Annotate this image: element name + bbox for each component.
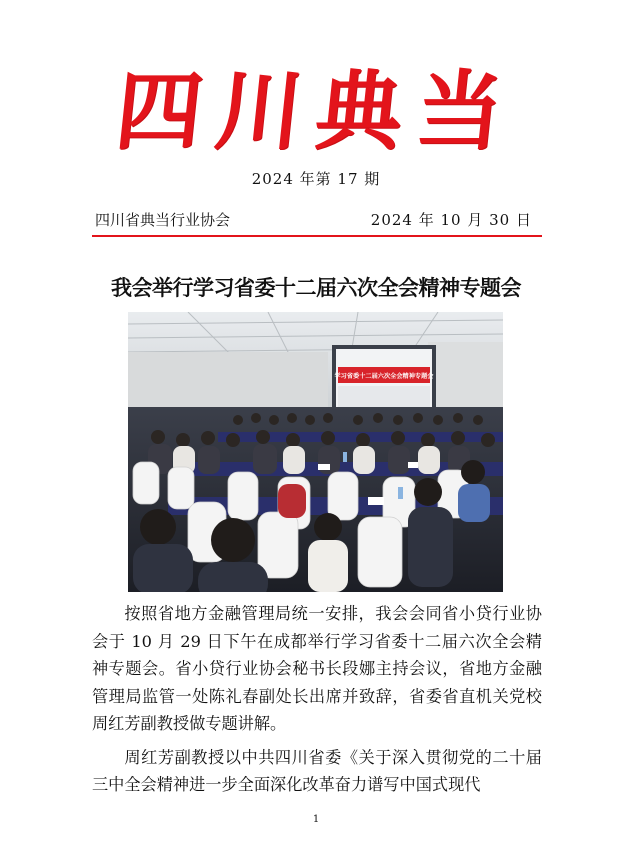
publication-date: 2024 年 10 月 30 日 bbox=[370, 211, 532, 229]
conference-photo bbox=[128, 312, 503, 592]
organization-name: 四川省典当行业协会 bbox=[95, 211, 231, 229]
page-number: 1 bbox=[312, 814, 320, 825]
screen-title-text: 学习省委十二届六次全会精神专题会 bbox=[334, 373, 434, 380]
article-headline: 我会举行学习省委十二届六次全会精神专题会 bbox=[111, 276, 521, 300]
issue-number: 2024 年第 17 期 bbox=[251, 170, 381, 188]
article-paragraph: 周红芳副教授以中共四川省委《关于深入贯彻党的二十届三中全会精神进一步全面深化改革奋力谱写中国式现代 bbox=[92, 747, 542, 794]
article-paragraph: 按照省地方金融管理局统一安排，我会会同省小贷行业协会于 10 月 29 日下午在成都举行学习省委十二届六次全会精神专题会。省小贷行业协会秘书长段娜主持会议，省地方金融管理局监管一处陈礼春副处长出席并致辞，省委省直机关党校周红芳副教授做专题讲解。 bbox=[92, 604, 542, 733]
masthead-title: 四川典当 bbox=[110, 62, 522, 162]
article-body bbox=[92, 600, 542, 799]
header-divider bbox=[92, 235, 542, 237]
